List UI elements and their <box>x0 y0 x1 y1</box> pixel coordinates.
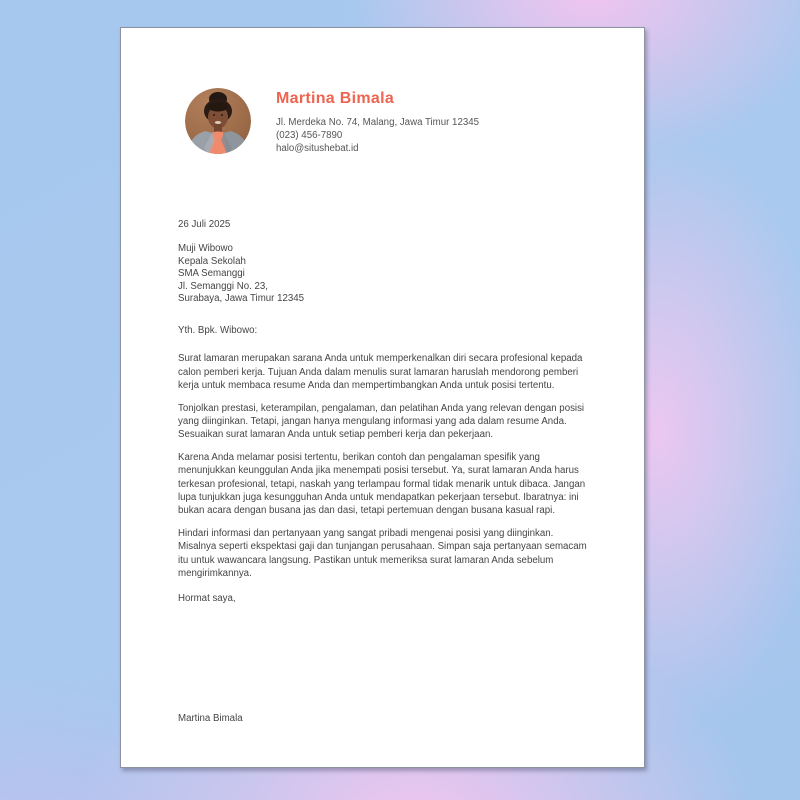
body-paragraph-1: Surat lamaran merupakan sarana Anda untuk memperkenalkan diri secara profesional kepada calon pemberi kerja. Tujuan Anda dalam menulis surat lamaran haruslah mendorong pemberi kerja untuk membaca resume Anda dan mempertimbangkan Anda untuk posisi tertentu. <box>178 353 583 392</box>
body-paragraph-4: Hindari informasi dan pertanyaan yang sangat pribadi mengenai posisi yang diinginkan. Misalnya seperti ekspektasi gaji dan tunjangan perusahaan. Simpan saja pertanyaan semacam itu untuk wawancara langsung. Pastikan untuk memeriksa surat lamaran Anda sebelum mengirimkannya. <box>178 527 587 580</box>
recipient-title: Kepala Sekolah <box>178 255 246 267</box>
sender-phone: (023) 456-7890 <box>276 130 343 141</box>
signature-name: Martina Bimala <box>178 713 243 724</box>
sender-name: Martina Bimala <box>276 90 395 107</box>
sender-address: Jl. Merdeka No. 74, Malang, Jawa Timur 12345 <box>276 117 479 128</box>
body-paragraph-2: Tonjolkan prestasi, keterampilan, pengalaman, dan pelatihan Anda yang relevan dengan posisi yang diinginkan. Tetapi, jangan hanya mengulang informasi yang ada dalam resume Anda. Sesuaikan surat lamaran Anda untuk setiap pemberi kerja dan pekerjaan. <box>178 402 585 441</box>
recipient-block <box>178 243 304 306</box>
sender-header <box>276 90 596 155</box>
portrait-photo-icon <box>185 88 251 154</box>
profile-photo <box>185 88 251 154</box>
letter-page <box>120 27 645 768</box>
body-paragraph-3: Karena Anda melamar posisi tertentu, berikan contoh dan pengalaman spesifik yang menunjukkan keunggulan Anda jika menempati posisi tersebut. Ya, surat lamaran Anda harus terkesan profesional, tetapi, naskah yang terlampau formal tidak menarik untuk dibaca. Jangan lupa tunjukkan juga kesungguhan Anda untuk mendapatkan pekerjaan tersebut. Ibaratnya: ini bukan acara dengan busana jas dan dasi, tetapi pertemuan dengan busana kasual rapi. <box>178 451 586 517</box>
letter-date: 26 Juli 2025 <box>178 219 231 230</box>
recipient-city: Surabaya, Jawa Timur 12345 <box>178 293 305 305</box>
recipient-name: Muji Wibowo <box>178 243 233 254</box>
closing-salutation: Hormat saya, <box>178 593 236 604</box>
letter-body <box>178 324 594 590</box>
recipient-street: Jl. Semanggi No. 23, <box>178 280 268 292</box>
sender-email: halo@situshebat.id <box>276 143 359 154</box>
salutation: Yth. Bpk. Wibowo: <box>178 325 258 336</box>
recipient-organization: SMA Semanggi <box>178 268 245 280</box>
